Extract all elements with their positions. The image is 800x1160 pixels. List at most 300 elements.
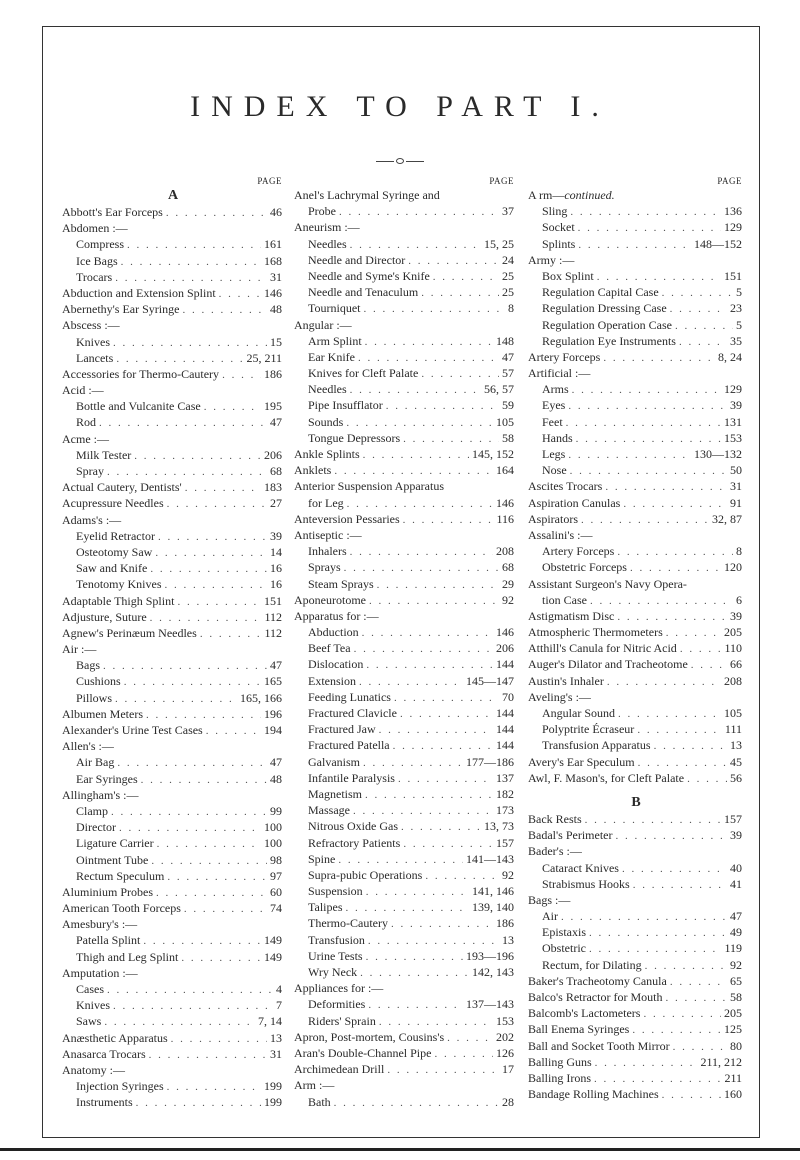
page-number: 208	[496, 544, 514, 559]
page-number: 49	[730, 925, 742, 940]
dot-leader	[354, 641, 493, 656]
entry-label: Magnetism	[308, 786, 362, 801]
dot-leader	[398, 771, 493, 786]
page-number: 14	[270, 544, 282, 559]
index-entry	[294, 948, 516, 964]
dot-leader	[403, 836, 493, 851]
dot-leader	[618, 706, 721, 721]
dot-leader	[115, 270, 267, 285]
index-heading	[294, 1077, 516, 1093]
page-number: 25, 211	[246, 350, 282, 365]
index-heading	[528, 576, 744, 592]
dot-leader	[181, 950, 261, 965]
index-column-1	[62, 176, 284, 1111]
page-number: 48	[270, 771, 282, 786]
entry-label: Austin's Inhaler	[528, 673, 604, 688]
dot-leader	[403, 512, 494, 527]
heading-label: Assistant Surgeon's Navy Opera-	[528, 576, 687, 591]
page-number: 142, 143	[472, 965, 514, 979]
entry-label: Rectum, for Dilating	[542, 957, 642, 972]
index-entry	[528, 876, 744, 892]
page-number: 23	[730, 301, 742, 316]
index-heading	[294, 608, 516, 624]
dot-leader	[687, 771, 727, 786]
index-heading	[294, 980, 516, 996]
page-number: 141—143	[466, 851, 514, 866]
index-entry	[62, 269, 284, 285]
page-number: 15, 25	[484, 236, 514, 251]
index-entry	[294, 333, 516, 349]
page-number: 182	[496, 786, 514, 801]
entry-label: Pipe Insufflator	[308, 398, 383, 413]
index-heading	[62, 317, 284, 333]
page-number: 65	[730, 973, 742, 988]
page-number: 92	[502, 867, 514, 882]
dot-leader	[572, 382, 721, 397]
index-title: INDEX TO PART I.	[190, 90, 610, 123]
entry-label: Needle and Director	[308, 252, 406, 267]
index-entry	[528, 811, 744, 827]
entry-label: Extension	[308, 673, 356, 688]
entry-label: Massage	[308, 803, 350, 818]
entry-label: Abduction	[308, 625, 359, 640]
index-entry	[294, 268, 516, 284]
index-entry	[294, 446, 516, 462]
index-entry	[528, 1021, 744, 1037]
entry-label: Cases	[76, 982, 104, 996]
dot-leader	[363, 755, 463, 770]
dot-leader	[359, 674, 463, 689]
index-entry	[294, 802, 516, 818]
dot-leader	[200, 626, 262, 641]
entry-label: Urine Tests	[308, 948, 363, 963]
index-column-3	[528, 176, 744, 1102]
page-number: 31	[730, 479, 742, 494]
entry-label: Sprays	[308, 560, 341, 575]
index-entry	[294, 511, 516, 527]
index-entry	[528, 1054, 744, 1070]
entry-label: Acupressure Needles	[62, 496, 164, 511]
dot-leader	[360, 965, 469, 980]
index-entry	[62, 868, 284, 884]
dot-leader	[167, 869, 267, 884]
entry-label: Rectum Speculum	[76, 868, 165, 883]
heading-label: Allen's :—	[62, 739, 114, 754]
dot-leader	[377, 577, 499, 592]
page-number: 57	[502, 366, 514, 381]
dot-leader	[99, 415, 267, 430]
page-number: 41	[730, 876, 742, 891]
dot-leader	[185, 480, 261, 495]
index-entry	[294, 236, 516, 252]
dot-leader	[576, 431, 721, 446]
entry-label: Knives for Cleft Palate	[308, 366, 419, 381]
heading-label: Assalini's :—	[528, 527, 593, 542]
index-entry	[528, 1038, 744, 1054]
index-entry	[62, 236, 284, 252]
entry-label: Atthill's Canula for Nitric Acid	[528, 641, 677, 656]
index-entry	[62, 754, 284, 770]
dot-leader	[115, 691, 237, 706]
dot-leader	[365, 787, 493, 802]
index-heading	[528, 252, 744, 268]
page-number: 16	[270, 561, 282, 576]
page-number: 208	[724, 673, 742, 688]
heading-label: Acid :—	[62, 383, 104, 398]
entry-label: Ankle Splints	[294, 447, 360, 461]
index-entry	[294, 1061, 516, 1077]
page-number: 100	[264, 820, 282, 835]
entry-label: Talipes	[308, 900, 343, 915]
index-entry	[528, 656, 744, 672]
entry-label: Legs	[542, 447, 566, 461]
page-number: 92	[502, 592, 514, 607]
entry-label: Director	[76, 820, 116, 835]
entry-label: Milk Tester	[76, 447, 132, 462]
index-entry	[62, 398, 284, 414]
page-number: 177—186	[466, 754, 514, 769]
dot-leader	[386, 398, 499, 413]
index-entry	[528, 827, 744, 843]
index-entry	[528, 349, 744, 365]
page-number: 17	[502, 1062, 514, 1077]
page-number: 136	[724, 204, 742, 219]
page-number: 47	[270, 658, 282, 673]
page-number: 186	[264, 366, 282, 381]
index-entry	[62, 981, 284, 997]
dot-leader	[362, 625, 493, 640]
index-entry	[62, 1078, 284, 1094]
entry-label: Actual Cautery, Dentists'	[62, 480, 182, 495]
index-entry	[62, 366, 284, 382]
entry-label: Obstetric Forceps	[542, 560, 627, 575]
entry-label: Anklets	[294, 463, 332, 478]
dot-leader	[346, 415, 493, 430]
page-number: 157	[724, 811, 742, 826]
index-entry	[294, 1013, 516, 1029]
dot-leader	[368, 933, 499, 948]
entry-label: Aspirators	[528, 511, 578, 526]
index-entry	[294, 851, 516, 867]
dot-leader	[401, 819, 481, 834]
index-entry	[528, 640, 744, 656]
entry-label: Abduction and Extension Splint	[62, 285, 216, 300]
dot-leader	[662, 1087, 721, 1102]
entry-label: Regulation Operation Case	[542, 317, 672, 332]
dot-leader	[666, 625, 721, 640]
index-entry	[528, 381, 744, 397]
entry-label: Transfusion Apparatus	[542, 738, 651, 753]
dot-leader	[379, 1014, 493, 1029]
entry-label: Agnew's Perinæum Needles	[62, 625, 197, 640]
index-entry	[294, 430, 516, 446]
entry-label: Spray	[76, 464, 104, 478]
index-entry	[294, 462, 516, 478]
page-number: 131	[724, 414, 742, 429]
entry-label: tion Case	[542, 592, 587, 607]
index-entry	[294, 381, 516, 397]
entry-label: Bandage Rolling Machines	[528, 1087, 659, 1102]
index-entry	[294, 300, 516, 316]
title-ornament	[372, 156, 428, 166]
page-number: 56, 57	[484, 382, 514, 397]
entry-label: Aran's Double-Channel Pipe	[294, 1045, 432, 1060]
index-entry	[62, 334, 284, 350]
dot-leader	[387, 1062, 499, 1077]
index-entry	[62, 479, 284, 495]
dot-leader	[204, 399, 261, 414]
entry-label: Thigh and Leg Splint	[76, 949, 179, 964]
page-number: 146	[264, 285, 282, 300]
page-number: 13, 73	[484, 819, 514, 834]
dot-leader	[615, 828, 727, 843]
page-number: 153	[724, 430, 742, 445]
index-entry	[62, 819, 284, 835]
dot-leader	[363, 301, 505, 316]
page-number: 153	[496, 1013, 514, 1028]
entry-label: Badal's Perimeter	[528, 828, 613, 843]
page-number: 205	[724, 625, 742, 640]
page-number: 48	[270, 302, 282, 317]
page-number: 164	[496, 463, 514, 478]
entry-label: Accessories for Thermo-Cautery	[62, 366, 220, 381]
index-entry	[62, 835, 284, 851]
page-number: 129	[724, 382, 742, 397]
index-entry	[294, 1094, 516, 1110]
index-entry	[528, 754, 744, 770]
index-entry	[294, 996, 516, 1012]
dot-leader	[590, 593, 733, 608]
entry-label: Strabismus Hooks	[542, 876, 630, 891]
index-entry	[528, 1070, 744, 1086]
entry-label: Sounds	[308, 414, 344, 429]
entry-label: Tongue Depressors	[308, 430, 401, 445]
index-entry	[294, 624, 516, 640]
entry-label: Apron, Post-mortem, Cousins's	[294, 1029, 445, 1044]
page-number: 151	[264, 593, 282, 608]
page-column-label: PAGE	[489, 176, 514, 186]
dot-leader	[585, 812, 721, 827]
dot-leader	[654, 738, 727, 753]
dot-leader	[595, 1055, 698, 1070]
dot-leader	[184, 901, 267, 916]
page-number: 32, 87	[712, 511, 742, 526]
page-number: 151	[724, 268, 742, 283]
dot-leader	[107, 464, 267, 479]
index-entry	[528, 770, 744, 786]
entry-label: Box Splint	[542, 268, 594, 283]
page-number: 47	[502, 349, 514, 364]
heading-label: Aneurism :—	[294, 220, 360, 235]
index-entry	[294, 656, 516, 672]
page-number: 59	[502, 398, 514, 413]
entry-label: Suspension	[308, 884, 363, 899]
index-entry	[528, 284, 744, 300]
entry-label: Avery's Ear Speculum	[528, 754, 635, 769]
entry-label: Probe	[308, 204, 336, 219]
index-entry	[294, 495, 516, 511]
index-heading	[528, 892, 744, 908]
index-entry	[294, 252, 516, 268]
entry-label: Anæsthetic Apparatus	[62, 1030, 168, 1045]
page-number: 211, 212	[700, 1054, 742, 1069]
dot-leader	[222, 367, 261, 382]
dot-leader	[150, 561, 267, 576]
entry-label: Splints	[542, 236, 576, 251]
page-number: 119	[724, 941, 742, 956]
entry-label: Archimedean Drill	[294, 1062, 385, 1077]
heading-label: A rm—	[528, 188, 565, 202]
index-entry	[294, 1029, 516, 1045]
entry-label: Anasarca Trocars	[62, 1046, 146, 1061]
heading-label: Anatomy :—	[62, 1062, 125, 1077]
dot-leader	[632, 1022, 721, 1037]
entry-label: Cushions	[76, 674, 121, 689]
index-heading	[528, 365, 744, 381]
page-number: 165, 166	[240, 690, 282, 705]
heading-continued: continued.	[564, 188, 615, 202]
entry-label: Supra-pubic Operations	[308, 867, 423, 882]
index-heading	[528, 689, 744, 705]
entry-label: Ascites Trocars	[528, 479, 603, 494]
dot-leader	[421, 366, 499, 381]
index-entry	[528, 673, 744, 689]
page-number: 145, 152	[472, 447, 514, 461]
page-number: 58	[502, 430, 514, 445]
entry-label: Compress	[76, 237, 124, 252]
entry-label: Aluminium Probes	[62, 884, 154, 899]
entry-label: for Leg	[308, 495, 344, 510]
dot-leader	[149, 1047, 267, 1062]
dot-leader	[617, 544, 733, 559]
page-number: 112	[264, 609, 282, 624]
entry-label: Bags	[76, 658, 100, 673]
index-entry	[528, 495, 744, 511]
heading-label: Abscess :—	[62, 318, 120, 333]
index-heading	[528, 843, 744, 859]
index-entry	[62, 997, 284, 1013]
entry-label: Awl, F. Mason's, for Cleft Palate	[528, 770, 685, 785]
heading-label: Air :—	[62, 642, 97, 657]
index-entry	[62, 463, 284, 479]
index-entry	[528, 397, 744, 413]
index-entry	[62, 932, 284, 948]
index-entry	[528, 511, 744, 527]
entry-label: American Tooth Forceps	[62, 901, 181, 916]
index-entry	[528, 624, 744, 640]
page-number: 130—132	[694, 447, 742, 461]
index-entry	[294, 689, 516, 705]
index-entry	[528, 860, 744, 876]
entry-label: Ball Enema Syringes	[528, 1022, 630, 1037]
index-entry	[294, 543, 516, 559]
page-number: 92	[730, 957, 742, 972]
heading-label: Aveling's :—	[528, 689, 591, 704]
index-heading	[62, 787, 284, 803]
page-number: 99	[270, 803, 282, 818]
index-entry	[528, 1005, 744, 1021]
page-number: 7, 14	[258, 1014, 282, 1029]
entry-label: Regulation Capital Case	[542, 285, 659, 300]
entry-label: Baker's Tracheotomy Canula	[528, 973, 667, 988]
dot-leader	[673, 1039, 727, 1054]
page-number: 68	[502, 560, 514, 575]
entry-label: Ball and Socket Tooth Mirror	[528, 1038, 670, 1053]
dot-leader	[121, 254, 261, 269]
entry-label: Knives	[76, 334, 110, 349]
index-entry	[62, 690, 284, 706]
dot-leader	[421, 285, 499, 300]
entry-label: Injection Syringes	[76, 1079, 164, 1094]
page-number: 98	[270, 852, 282, 867]
dot-leader	[347, 496, 493, 511]
index-entry	[62, 1094, 284, 1110]
entry-label: Eyes	[542, 398, 566, 413]
dot-leader	[622, 861, 727, 876]
index-entry	[528, 592, 744, 608]
entry-label: Back Rests	[528, 811, 582, 826]
index-entry	[528, 940, 744, 956]
index-entry	[62, 900, 284, 916]
entry-label: Auger's Dilator and Tracheotome	[528, 657, 688, 672]
dot-leader	[568, 447, 691, 462]
index-heading	[62, 965, 284, 981]
page-number: 146	[496, 625, 514, 640]
index-entry	[294, 397, 516, 413]
dot-leader	[127, 237, 261, 252]
entry-label: Ear Syringes	[76, 771, 138, 786]
index-entry	[528, 705, 744, 721]
index-entry	[62, 301, 284, 317]
index-entry	[62, 706, 284, 722]
heading-label: Amputation :—	[62, 965, 138, 980]
index-entry	[528, 430, 744, 446]
dot-leader	[155, 545, 267, 560]
index-heading	[528, 187, 744, 203]
page-number: 120	[724, 560, 742, 575]
page-number: 206	[264, 447, 282, 462]
dot-leader	[219, 286, 261, 301]
page-number: 146	[496, 495, 514, 510]
heading-label: Apparatus for :—	[294, 608, 379, 623]
entry-label: Ear Knife	[308, 349, 355, 364]
index-heading	[294, 187, 516, 203]
page-number: 111	[724, 722, 742, 737]
heading-label: Anel's Lachrymal Syringe and	[294, 188, 440, 202]
entry-label: Clamp	[76, 803, 108, 818]
index-heading	[294, 527, 516, 543]
index-entry	[528, 333, 744, 349]
index-entry	[528, 543, 744, 559]
page-number: 8, 24	[718, 349, 742, 364]
dot-leader	[143, 933, 261, 948]
dot-leader	[171, 1031, 267, 1046]
entry-label: Needle and Tenaculum	[308, 285, 419, 300]
page-number: 31	[270, 269, 282, 284]
index-entry	[294, 883, 516, 899]
dot-leader	[350, 544, 493, 559]
page-number: 97	[270, 868, 282, 883]
entry-label: Artery Forceps	[542, 544, 615, 559]
page-number: 6	[736, 592, 742, 607]
index-entry	[62, 657, 284, 673]
entry-label: Epistaxis	[542, 925, 586, 940]
page-number: 39	[270, 528, 282, 543]
entry-label: Fractured Patella	[308, 738, 390, 753]
dot-leader	[578, 220, 721, 235]
index-entry	[62, 1046, 284, 1062]
dot-leader	[206, 723, 261, 738]
